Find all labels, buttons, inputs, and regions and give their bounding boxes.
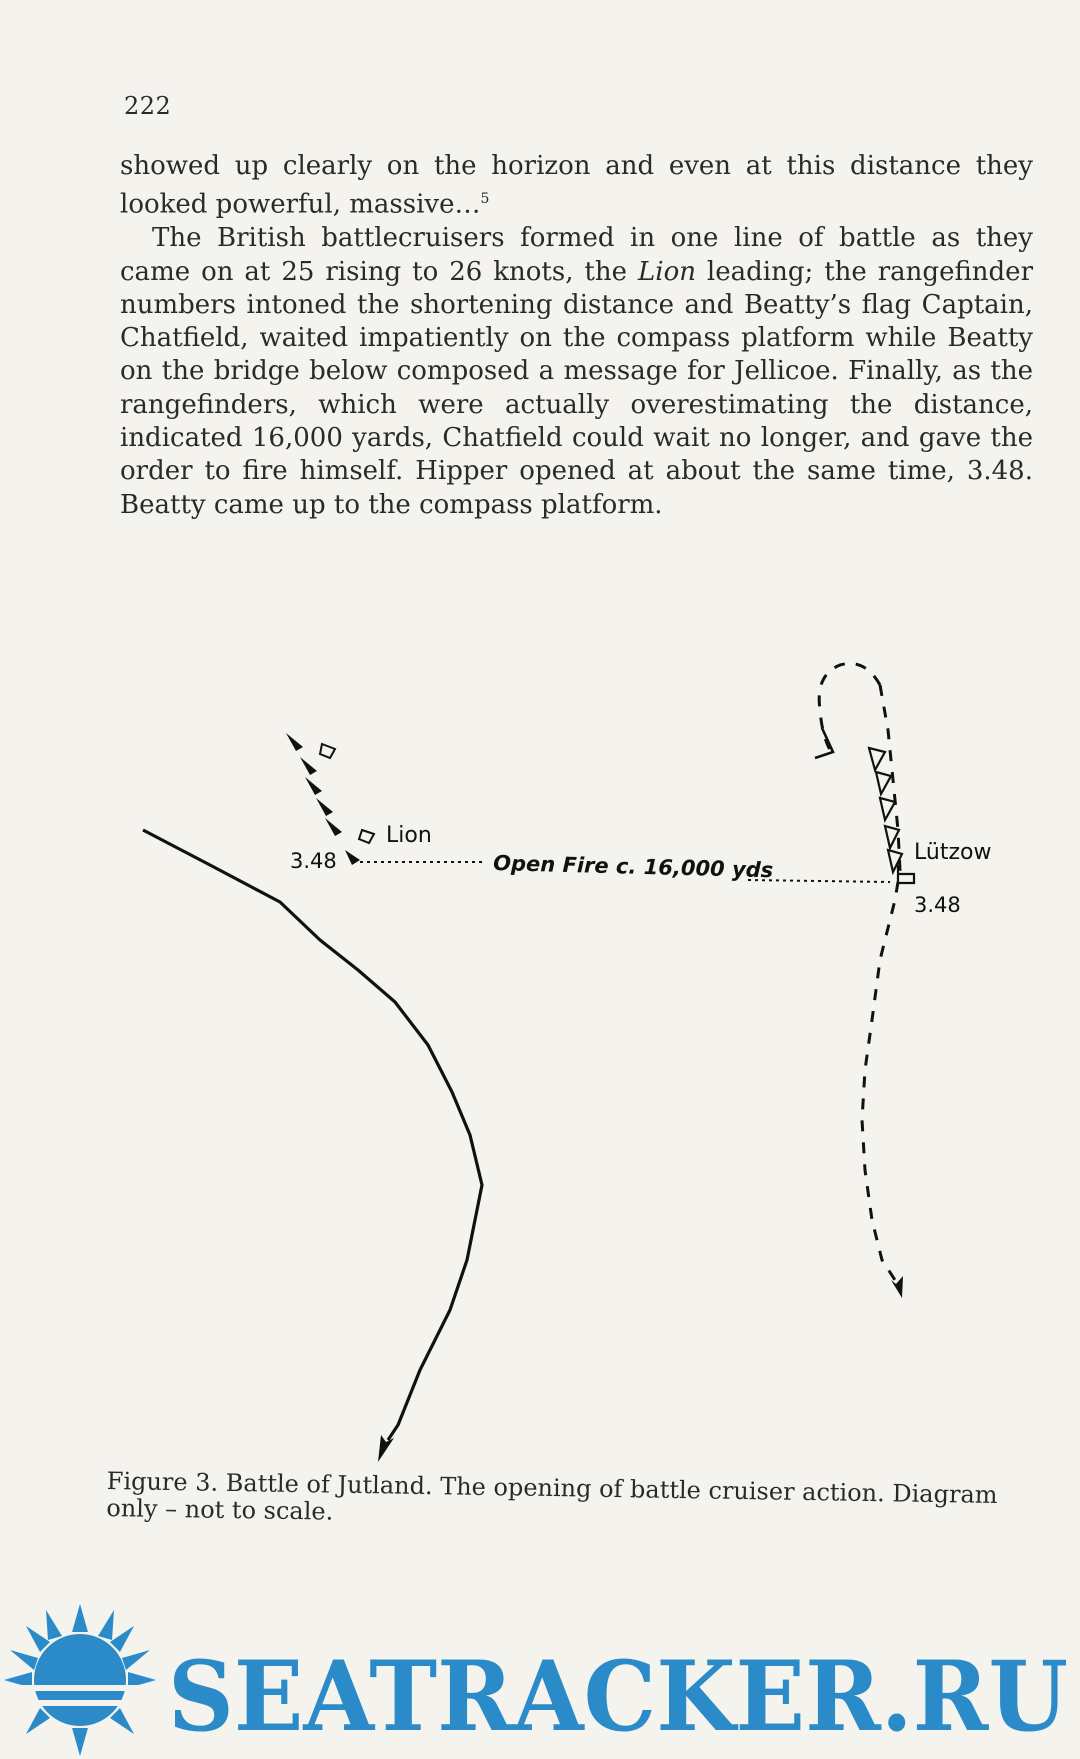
british-ship-symbol-1: [286, 733, 303, 751]
german-track-loop: [819, 664, 880, 750]
battle-diagram: [0, 640, 1080, 1470]
footnote-ref: 5: [480, 191, 490, 208]
paragraph-2-text-b: leading; the rangefinder numbers intoned the shortening distance and Beatty’s flag Captain, Chatfield, waited impatiently on the compass platform while Beatty on the bridge below composed a message for Jellicoe. Finally, as the rangefinders, which were actually overestimating the distance, indicated 16,000 yards, Chatfield could wait no longer, and gave the order to fire himself. Hipper opened at about the same time, 3.48. Beatty came up to the compass platform.: [120, 256, 1034, 520]
british-time-label: 3.48: [290, 849, 337, 873]
british-track-arrowhead: [378, 1435, 394, 1462]
lion-flag-marker: [359, 830, 374, 843]
british-ship-symbol-6: [345, 850, 360, 865]
lion-label: Lion: [386, 823, 432, 848]
sun-logo-icon: [4, 1604, 156, 1756]
watermark: [0, 1590, 1080, 1759]
page-number: 222: [124, 92, 172, 120]
figure-caption: Figure 3. Battle of Jutland. The opening of battle cruiser action. Diagram only – not to scale.: [106, 1467, 998, 1526]
british-ship-symbol-5: [325, 818, 342, 836]
body-text: [120, 150, 1033, 522]
lutzow-label: Lützow: [914, 840, 992, 865]
british-flag-marker: [320, 744, 335, 758]
british-ship-symbol-2: [300, 757, 317, 775]
paragraph-1: [120, 150, 1033, 222]
british-ship-symbol-4: [316, 798, 333, 816]
open-fire-label: Open Fire c. 16,000 yds: [492, 851, 774, 883]
german-ship-symbol-3: [880, 798, 895, 820]
paragraph-1-text: showed up clearly on the horizon and even at this distance they looked powerful, massive…: [120, 151, 1033, 220]
british-track: [143, 830, 482, 1440]
paragraph-2: [120, 222, 1033, 522]
german-ship-symbol-2: [876, 772, 891, 794]
german-ship-symbol-4: [885, 826, 899, 848]
german-time-label: 3.48: [914, 893, 961, 917]
german-ship-symbol-1: [869, 748, 885, 770]
paragraph-2-text-a: The British battlecruisers formed in one line of battle as they came on at 25 rising to 26 knots, the: [120, 223, 1033, 287]
british-ship-symbol-3: [305, 777, 322, 795]
german-loop-arrowhead: [815, 728, 833, 758]
watermark-text: SEATRACKER.RU: [168, 1640, 1068, 1753]
paragraph-2-ship-name: Lion: [637, 256, 696, 287]
